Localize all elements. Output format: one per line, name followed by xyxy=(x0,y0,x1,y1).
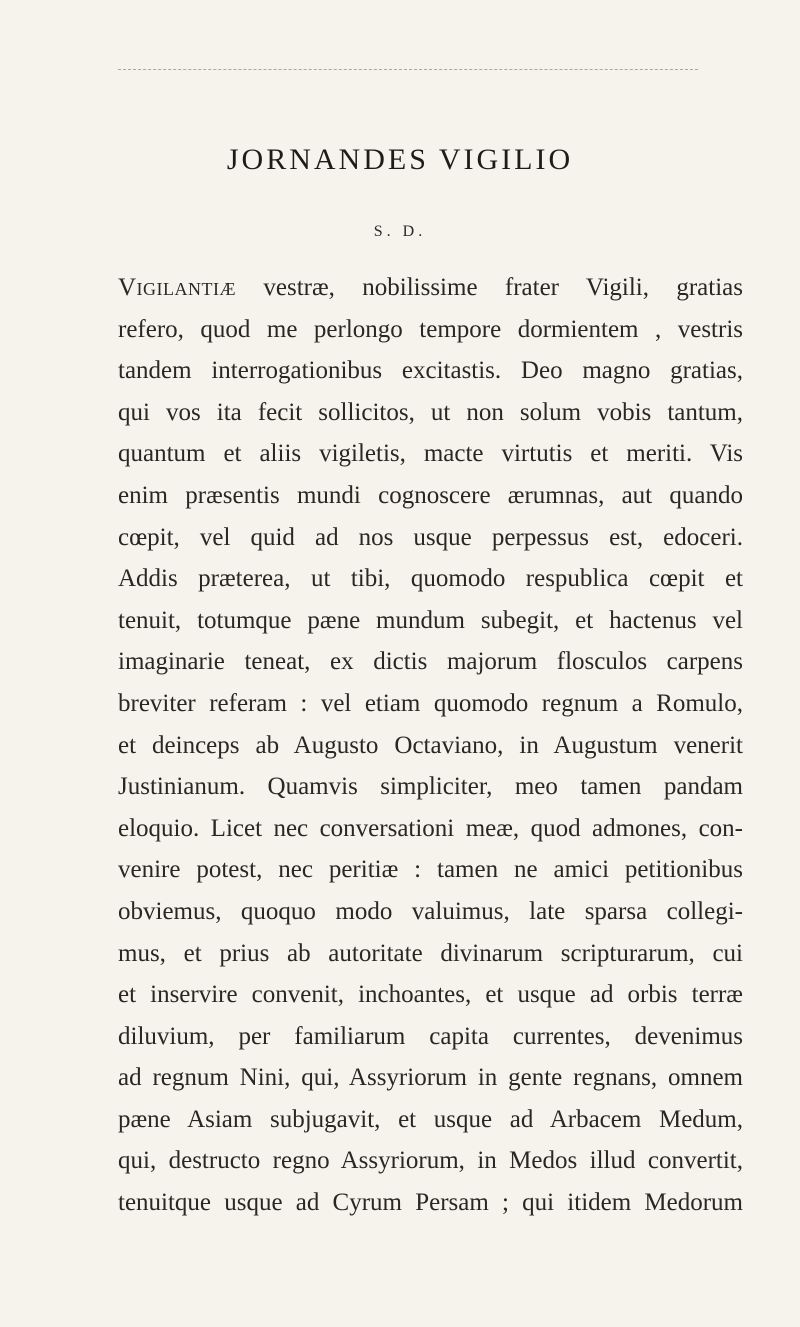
text-line: refero, quod me perlongo tempore dormientem , vestris xyxy=(118,315,743,343)
text-line: mus, et prius ab autoritate divinarum scripturarum, cui xyxy=(118,939,743,967)
text-line: pæne Asiam subjugavit, et usque ad Arbacem Medum, xyxy=(118,1105,743,1133)
text-line: obviemus, quoquo modo valuimus, late sparsa collegi- xyxy=(118,897,743,925)
text-line: tenuit, totumque pæne mundum subegit, et hactenus vel xyxy=(118,606,743,634)
text-line: tandem interrogationibus excitastis. Deo magno gratias, xyxy=(118,357,743,385)
text-line: et inservire convenit, inchoantes, et usque ad orbis terræ xyxy=(118,981,743,1009)
text-line: qui vos ita fecit sollicitos, ut non solum vobis tantum, xyxy=(118,398,743,426)
body-text xyxy=(118,267,743,1224)
text-line: venire potest, nec peritiæ : tamen ne amici petitionibus xyxy=(118,856,743,884)
text-line: qui, destructo regno Assyriorum, in Medos illud convertit, xyxy=(118,1147,743,1175)
text-line: enim præsentis mundi cognoscere ærumnas, aut quando xyxy=(118,481,743,509)
page-title: JORNANDES VIGILIO xyxy=(226,143,574,176)
text-line: Vigilantiæ vestræ, nobilissime frater Vigili, gratias xyxy=(118,274,743,301)
lead-word: Vigilantiæ xyxy=(118,274,237,301)
text-line: Justinianum. Quamvis simpliciter, meo tamen pandam xyxy=(118,773,743,801)
text-line: breviter referam : vel etiam quomodo regnum a Romulo, xyxy=(118,689,743,717)
text-line: diluvium, per familiarum capita currentes, devenimus xyxy=(118,1022,743,1050)
text-line: Addis præterea, ut tibi, quomodo respublica cœpit et xyxy=(118,565,743,593)
text-line: imaginarie teneat, ex dictis majorum flosculos carpens xyxy=(118,648,743,676)
top-divider-rule xyxy=(118,69,698,70)
text-line: et deinceps ab Augusto Octaviano, in Augustum venerit xyxy=(118,731,743,759)
salutation: S. D. xyxy=(373,223,427,240)
text-line: quantum et aliis vigiletis, macte virtutis et meriti. Vis xyxy=(118,440,743,468)
text-line: cœpit, vel quid ad nos usque perpessus est, edoceri. xyxy=(118,523,743,551)
text-line: tenuitque usque ad Cyrum Persam ; qui itidem Medorum xyxy=(118,1189,743,1217)
text-line: ad regnum Nini, qui, Assyriorum in gente regnans, omnem xyxy=(118,1064,743,1092)
text-line: eloquio. Licet nec conversationi meæ, quod admones, con- xyxy=(118,814,743,842)
